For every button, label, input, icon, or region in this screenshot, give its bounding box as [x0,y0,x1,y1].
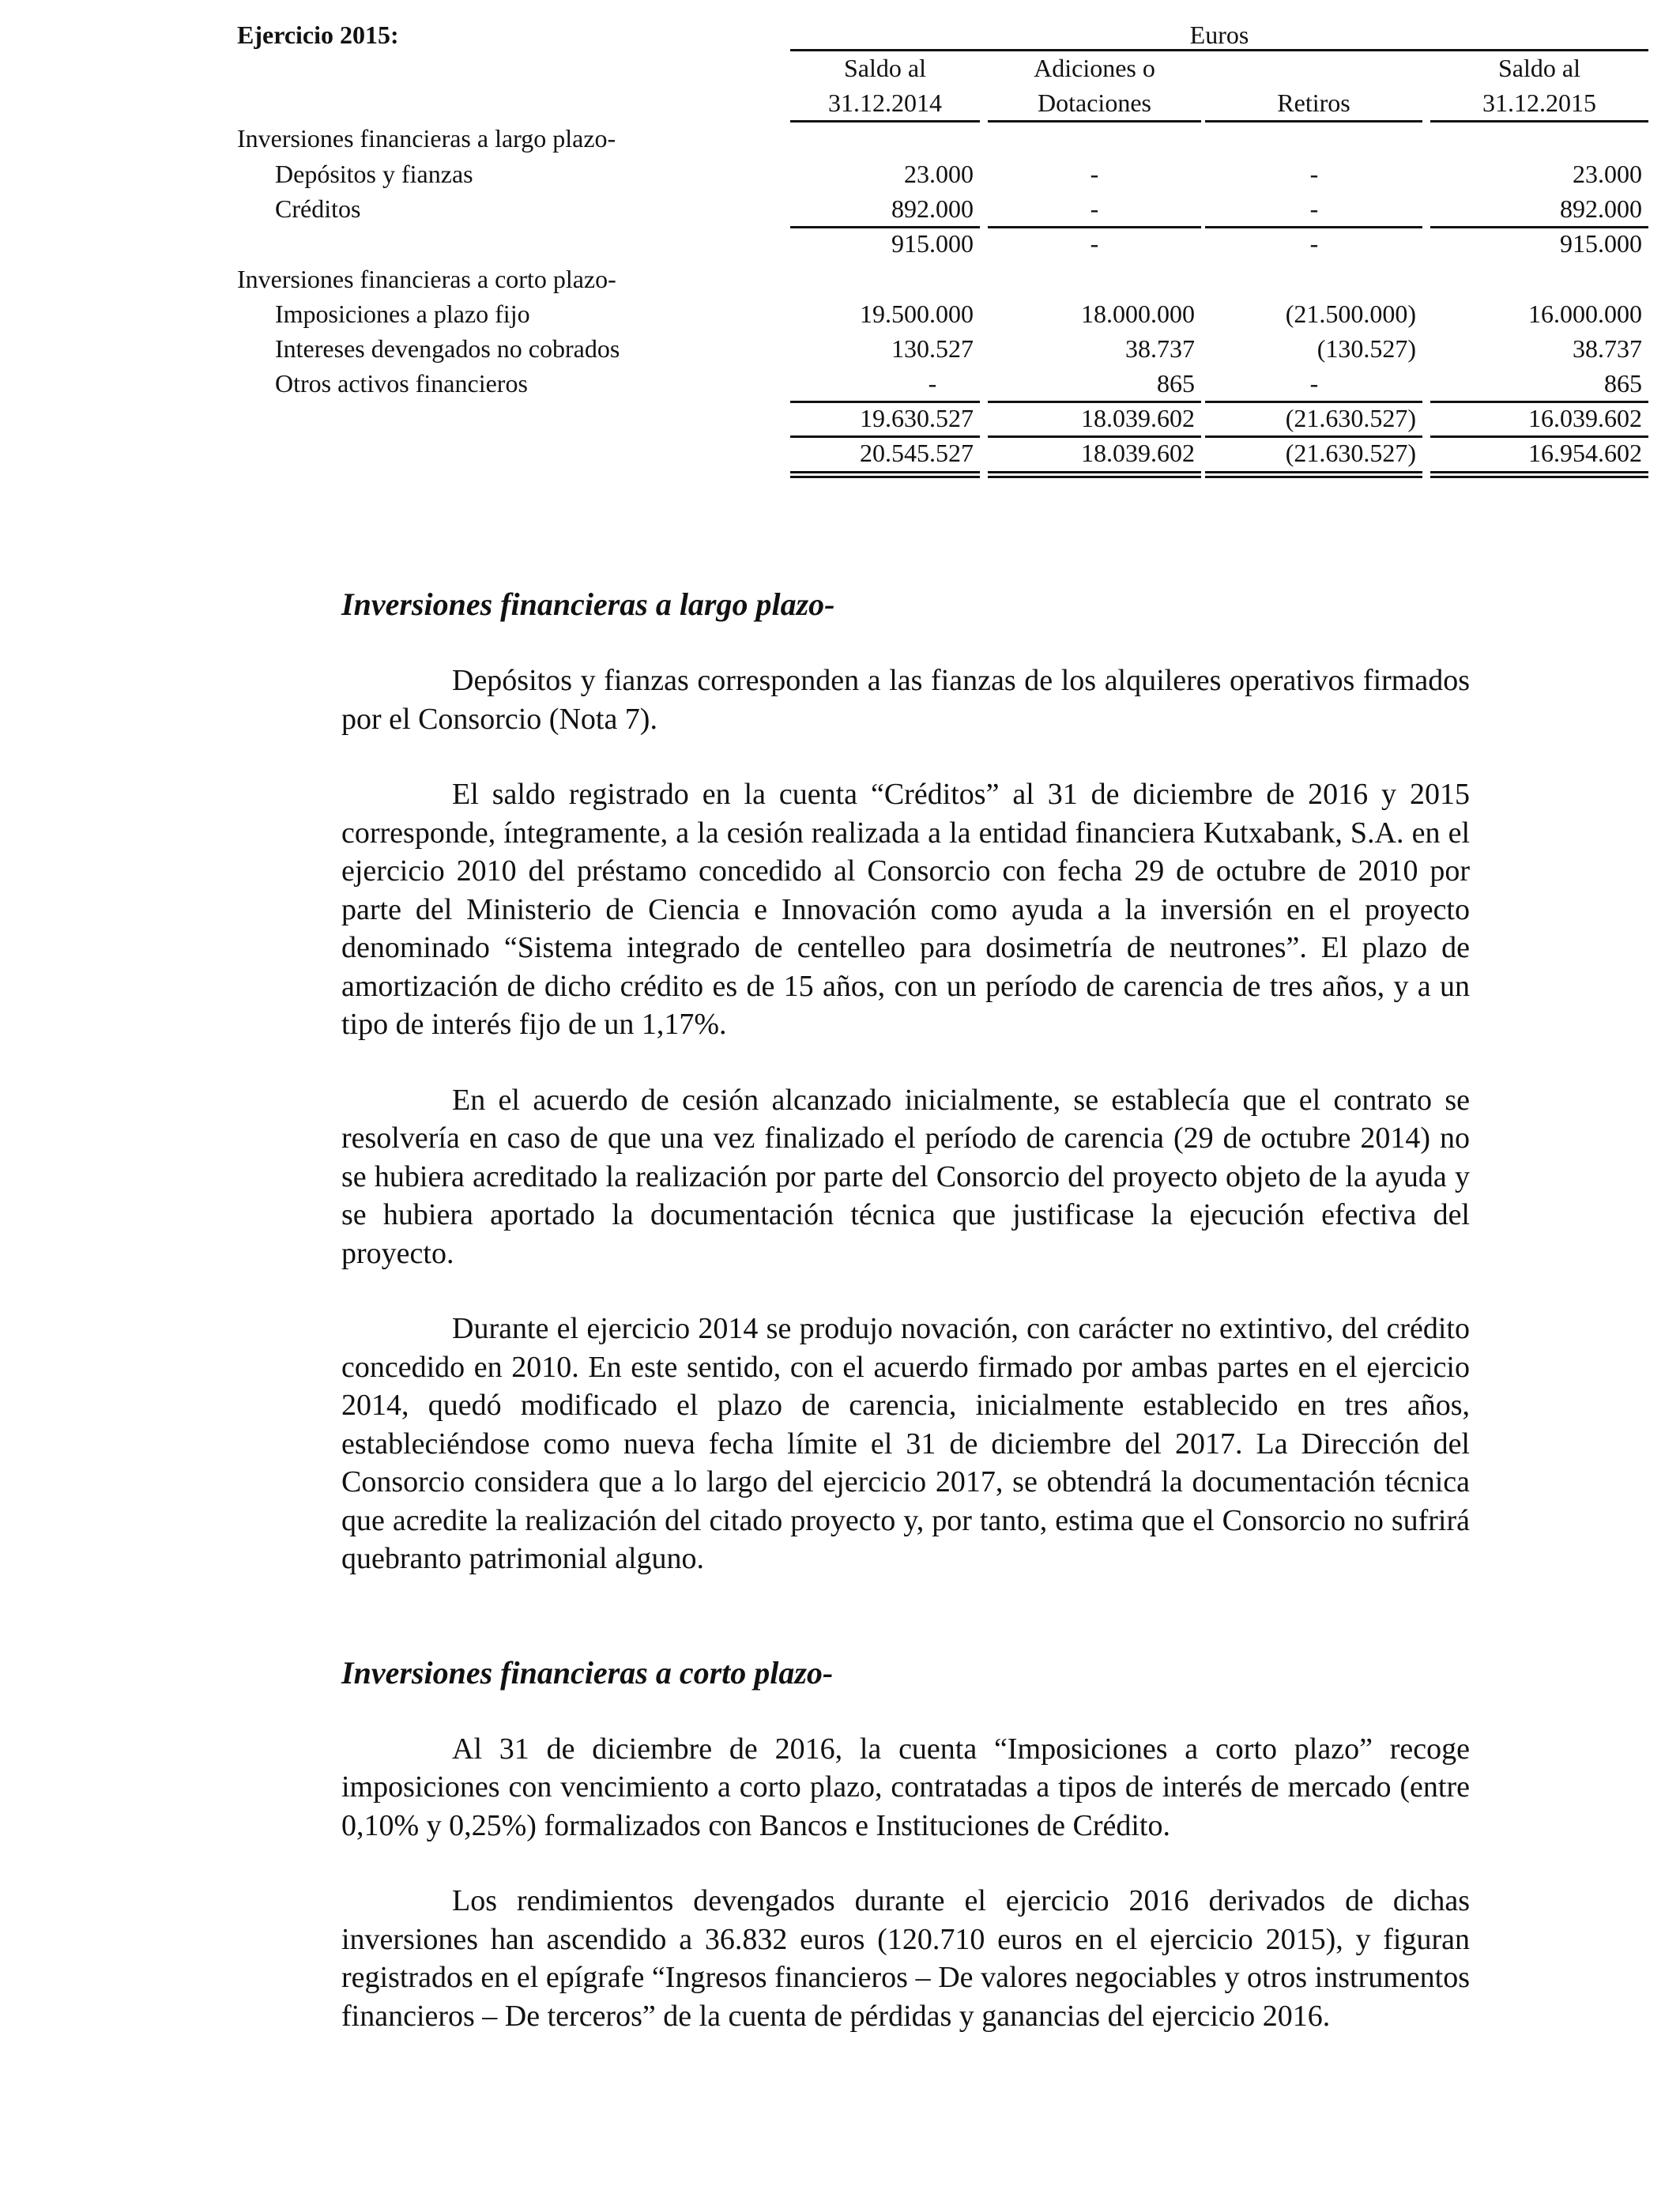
table-cell: 18.039.602 [1081,404,1195,432]
header-rule [988,120,1201,123]
paragraph: Depósitos y fianzas corresponden a las fianzas de los alquileres operativos firmados por el Consorcio (Nota 7). [341,664,1470,736]
total-double-rule [1430,476,1648,478]
column-header: 31.12.2014 [828,89,942,117]
column-header: Adiciones o [1034,54,1155,82]
narrative-notes [341,585,1470,2035]
paragraph: Al 31 de diciembre de 2016, la cuenta “Imposiciones a corto plazo” recoge imposiciones con vencimiento a corto plazo, contratadas a tipos de interés de mercado (entre 0,10% y 0,25%) formalizados con Bancos e Instituciones de Crédito. [341,1732,1470,1842]
header-rule [1205,120,1422,123]
header-rule [790,120,980,123]
table-cell: 23.000 [904,160,974,188]
row-label: Intereses devengados no cobrados [275,334,620,363]
table-cell: 18.000.000 [1081,300,1195,328]
table-title: Ejercicio 2015: [237,21,399,49]
total-double-rule [988,471,1201,473]
row-group-label: Inversiones financieras a largo plazo- [237,124,616,153]
total-rule [1430,435,1648,438]
table-cell: 19.500.000 [860,300,974,328]
column-header: 31.12.2015 [1482,89,1596,117]
table-cell: 19.630.527 [860,404,974,432]
column-header: Saldo al [844,54,926,82]
total-rule [790,435,980,438]
paragraph: El saldo registrado en la cuenta “Créditos” al 31 de diciembre de 2016 y 2015 corresponde, íntegramente, a la cesión realizada a la entidad financiera Kutxabank, S.A. en el ejercicio 2010 del préstamo concedido al Consorcio con fecha 29 de octubre de 2010 por parte del Ministerio de Ciencia e Innovación como ayuda a la inversión en el proyecto denominado “Sistema integrado de centelleo para dosimetría de neutrones”. El plazo de amortización de dicho crédito es de 15 años, con un período de carencia de tres años, y a un tipo de interés fijo de un 1,17%. [341,778,1470,1041]
subtotal-rule [988,226,1201,228]
section-title-corto-plazo: Inversiones financieras a corto plazo- [341,1654,834,1691]
column-header: Saldo al [1498,54,1580,82]
table-cell: (130.527) [1317,334,1416,363]
total-rule [1205,435,1422,438]
subtotal-rule [1205,226,1422,228]
table-cell: (21.630.527) [1285,439,1416,467]
header-rule [1430,120,1648,123]
table-cell: 16.954.602 [1528,439,1642,467]
total-double-rule [988,476,1201,478]
table-cell: 892.000 [891,194,974,223]
subtotal-rule [1430,226,1648,228]
table-cell: 915.000 [1560,229,1642,258]
paragraph: Los rendimientos devengados durante el ejercicio 2016 derivados de dichas inversiones han ascendido a 36.832 euros (120.710 euros en el ejercicio 2015), y figuran registrados en el epígrafe “Ingresos financieros – De valores negociables y otros instrumentos financieros – De terceros” de la cuenta de pérdidas y ganancias del ejercicio 2016. [341,1884,1470,2033]
subtotal-rule [1205,401,1422,403]
currency-rule [790,49,1648,51]
paragraph: En el acuerdo de cesión alcanzado inicialmente, se establecía que el contrato se resolvería en caso de que una vez finalizado el período de carencia (29 de octubre 2014) no se hubiera acreditado la realización por parte del Consorcio del proyecto objeto de la ayuda y se hubiera aportado la documentación técnica que justificase la ejecución efectiva del proyecto. [341,1083,1470,1270]
table-cell: (21.630.527) [1285,404,1416,432]
row-label: Depósitos y fianzas [275,160,473,188]
column-header: Retiros [1277,89,1350,117]
total-double-rule [1430,471,1648,473]
row-label: Créditos [275,194,361,223]
table-cell: 865 [1604,369,1642,398]
table-cell: 892.000 [1560,194,1642,223]
subtotal-rule [988,401,1201,403]
total-rule [988,435,1201,438]
row-label: Imposiciones a plazo fijo [275,300,530,328]
table-cell: 16.039.602 [1528,404,1642,432]
total-double-rule [1205,476,1422,478]
subtotal-rule [790,401,980,403]
table-cell: 130.527 [891,334,974,363]
movements-table [0,0,1680,490]
total-double-rule [790,471,980,473]
row-group-label: Inversiones financieras a corto plazo- [237,265,616,293]
paragraph: Durante el ejercicio 2014 se produjo novación, con carácter no extintivo, del crédito concedido en 2010. En este sentido, con el acuerdo firmado por ambas partes en el ejercicio 2014, quedó modificado el plazo de carencia, inicialmente establecido en tres años, estableciéndose como nueva fecha límite el 31 de diciembre del 2017. La Dirección del Consorcio considera que a lo largo del ejercicio 2017, se obtendrá la documentación técnica que acredite la realización del citado proyecto y, por tanto, estima que el Consorcio no sufrirá quebranto patrimonial alguno. [341,1312,1470,1575]
table-cell-dash: - [1309,369,1319,398]
total-double-rule [790,476,980,478]
table-cell-dash: - [1090,194,1099,223]
table-cell: 38.737 [1573,334,1642,363]
total-double-rule [1205,471,1422,473]
table-cell-dash: - [1309,194,1319,223]
table-cell-dash: - [1090,160,1099,188]
currency-label: Euros [1189,21,1249,49]
table-cell: 23.000 [1573,160,1642,188]
table-cell: 915.000 [891,229,974,258]
column-header: Dotaciones [1038,89,1151,117]
subtotal-rule [790,226,980,228]
table-cell: 865 [1157,369,1195,398]
table-cell-dash: - [1309,160,1319,188]
table-cell: 16.000.000 [1528,300,1642,328]
subtotal-rule [1430,401,1648,403]
row-label: Otros activos financieros [275,369,528,398]
table-cell: 18.039.602 [1081,439,1195,467]
table-cell: (21.500.000) [1285,300,1416,328]
table-cell-dash: - [1090,229,1099,258]
table-cell: 38.737 [1125,334,1195,363]
table-cell-dash: - [928,369,937,398]
section-title-largo-plazo: Inversiones financieras a largo plazo- [341,586,835,622]
table-cell-dash: - [1309,229,1319,258]
table-cell: 20.545.527 [860,439,974,467]
